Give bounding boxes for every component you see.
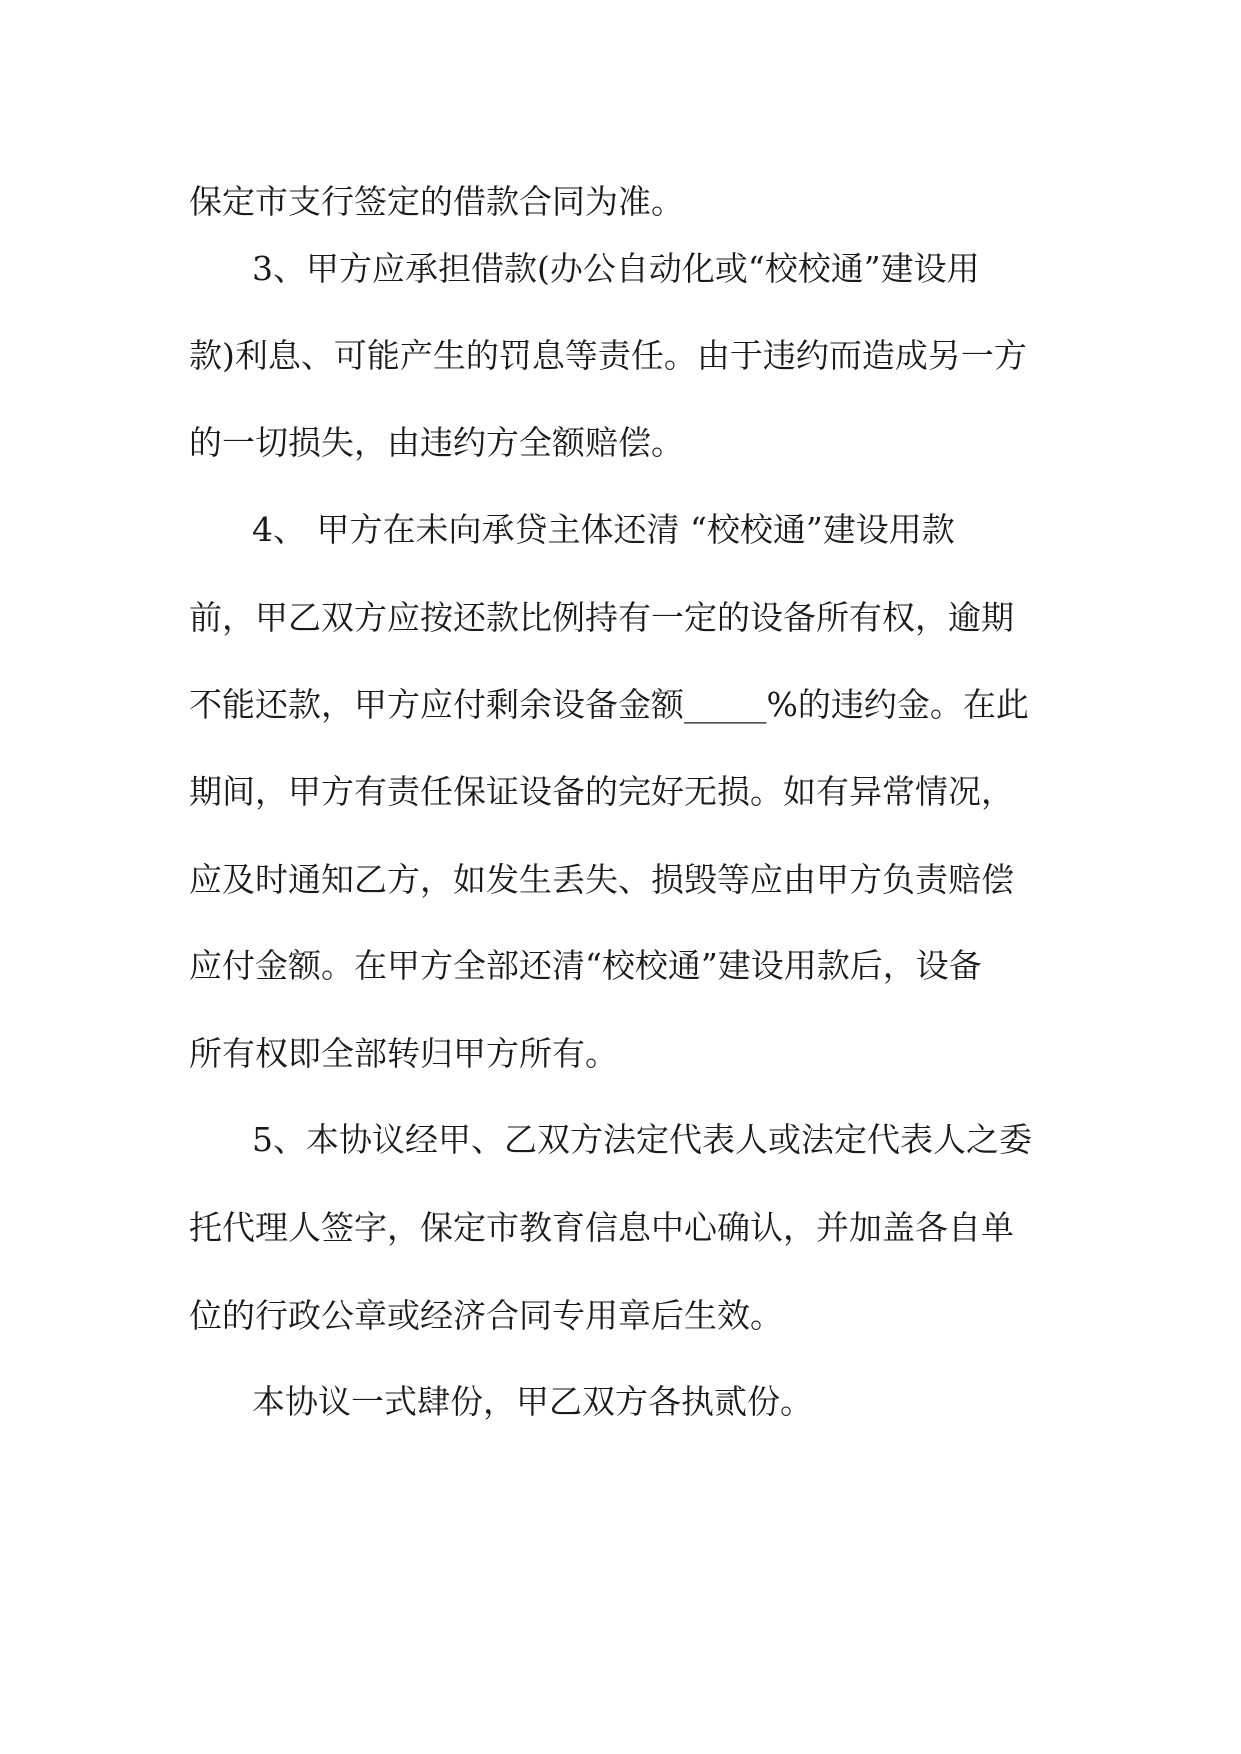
text-line: 不能还款，甲方应付剩余设备金额_____%的违约金。在此 (189, 685, 1029, 724)
text-line: 款)利息、可能产生的罚息等责任。由于违约而造成另一方 (189, 336, 1027, 375)
text-line: 应付金额。在甲方全部还清“校校通”建设用款后，设备 (189, 946, 982, 985)
clause-5-line: 5、本协议经甲、乙双方法定代表人或法定代表人之委 (252, 1120, 1032, 1159)
text-line: 保定市支行签定的借款合同为准。 (189, 182, 684, 221)
closing-line: 本协议一式肆份，甲乙双方各执贰份。 (252, 1382, 813, 1421)
clause-3-line: 3、甲方应承担借款(办公自动化或“校校通”建设用 (252, 249, 980, 288)
clause-4-line: 4、 甲方在未向承贷主体还清 “校校通”建设用款 (252, 510, 955, 549)
text-line: 应及时通知乙方，如发生丢失、损毁等应由甲方负责赔偿 (189, 860, 1014, 899)
text-line: 前，甲乙双方应按还款比例持有一定的设备所有权，逾期 (189, 598, 1014, 637)
text-line: 所有权即全部转归甲方所有。 (189, 1034, 618, 1073)
text-line: 位的行政公章或经济合同专用章后生效。 (189, 1296, 783, 1335)
text-line: 的一切损失，由违约方全额赔偿。 (189, 423, 684, 462)
text-line: 托代理人签字，保定市教育信息中心确认，并加盖各自单 (189, 1208, 1014, 1247)
text-line: 期间，甲方有责任保证设备的完好无损。如有异常情况， (189, 772, 1014, 811)
